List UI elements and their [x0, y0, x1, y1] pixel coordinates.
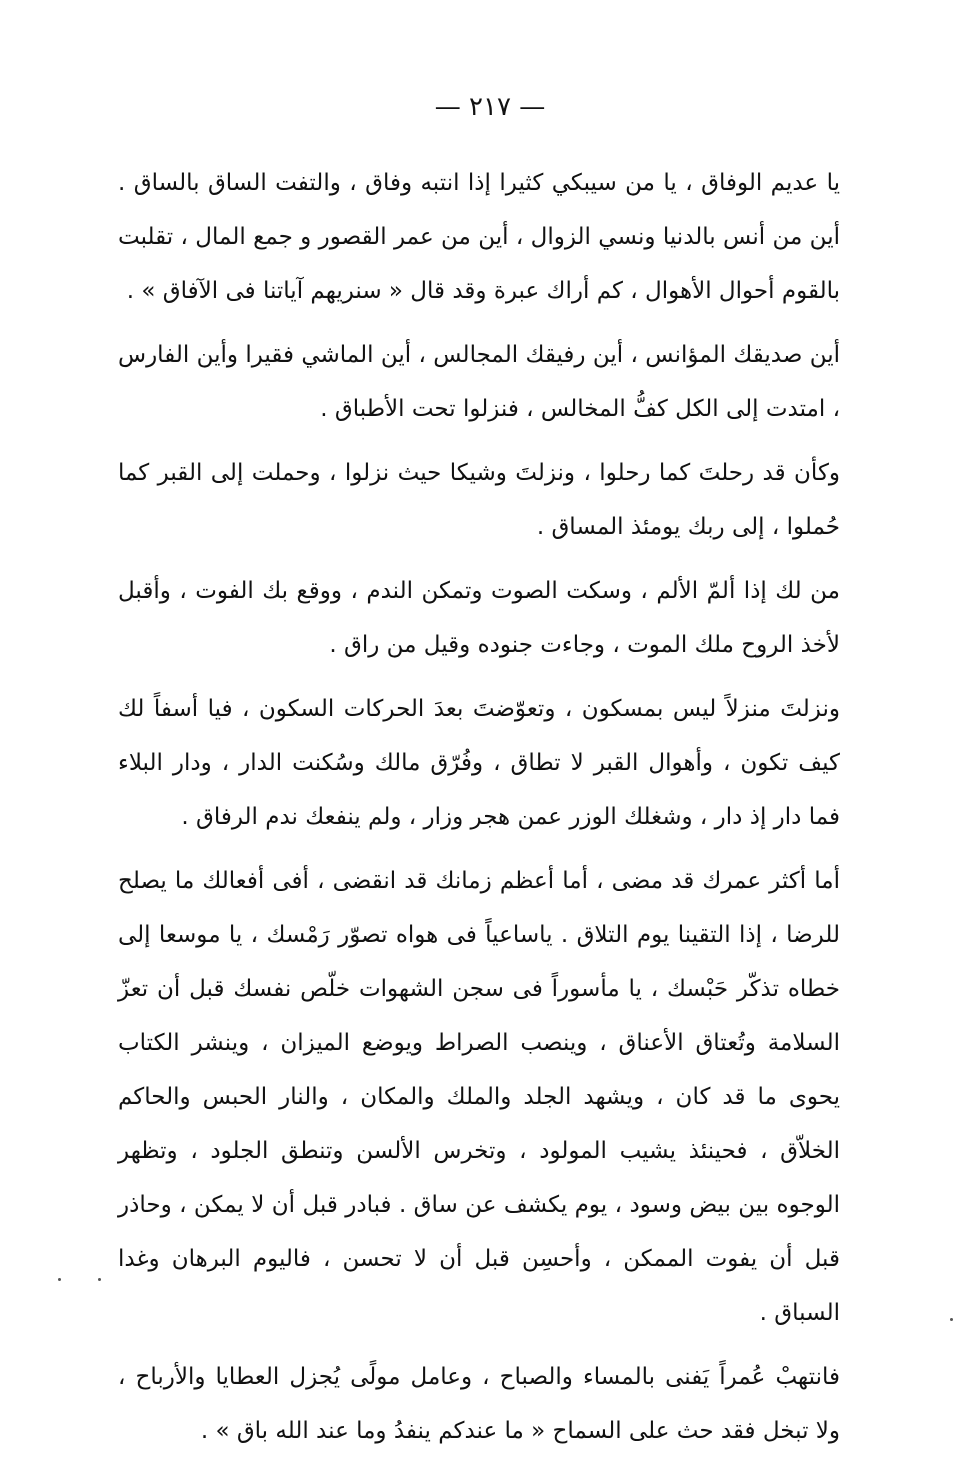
- paragraph-1: يا عديم الوفاق ، يا من سيبكي كثيرا إذا انتبه وفاق ، والتفت الساق بالساق . أين من أنس بالدنيا ونسي الزوال ، أين من عمر القصور و جمع المال ، تقلبت بالقوم أحوال الأهوال ، كم أراك عبرة وقد قال « سنريهم آياتنا فى الآفاق » .: [118, 170, 840, 304]
- scan-speck: [950, 1318, 953, 1321]
- paragraph-5: ونزلتَ منزلاً ليس بمسكون ، وتعوّضتَ بعدَ الحركات السكون ، فيا أسفاً لك كيف تكون ، وأهوال القبر لا تطاق ، وفُرّق مالك وسُكنت الدار ، ودار البلاء فما دار إذ دار ، وشغلك الوزر عمن هجر وزار ، ولم ينفعك ندم الرفاق .: [118, 696, 840, 830]
- paragraph-7: فانتهبْ عُمراً يَفنى بالمساء والصباح ، وعامل مولًى يُجزل العطايا والأرباح ، ولا تبخل فقد حث على السماح « ما عندكم ينفدُ وما عند الله باق » .: [118, 1364, 840, 1444]
- paragraph-6: أما أكثر عمرك قد مضى ، أما أعظم زمانك قد انقضى ، أفى أفعالك ما يصلح للرضا ، إذا التقينا يوم التلاق . ياساعياً فى هواه تصوّر رَمْسك ، يا موسعا إلى خطاه تذكّر حَبْسك ، يا مأسوراً فى سجن الشهوات خلّص نفسك قبل أن تعزّ السلامة وتُعتاق الأعناق ، وينصب الصراط ويوضع الميزان ، وينشر الكتاب يحوى ما قد كان ، ويشهد الجلد والملك والمكان ، والنار الحبس والحاكم الخلاّق ، فحينئذ يشيب المولود ، وتخرس الألسن وتنطق الجلود ، وتظهر الوجوه بين بيض وسود ، يوم يكشف عن ساق . فبادر قبل أن لا يمكن ، وحاذر قبل أن يفوت الممكن ، وأحسِن قبل أن لا تحسن ، فاليوم البرهان وغدا السباق .: [118, 868, 840, 1326]
- paragraph-4: من لك إذا ألمّ الألم ، وسكت الصوت وتمكن الندم ، ووقع بك الفوت ، وأقبل لأخذ الروح ملك الموت ، وجاءت جنوده وقيل من راق .: [118, 578, 840, 658]
- page-body: [118, 156, 840, 1468]
- scan-speck: [98, 1278, 101, 1281]
- paragraph-3: وكأن قد رحلتَ كما رحلوا ، ونزلتَ وشيكا حيث نزلوا ، وحملت إلى القبر كما حُملوا ، إلى ربك يومئذ المساق .: [118, 460, 840, 540]
- paragraph-2: أين صديقك المؤانس ، أين رفيقك المجالس ، أين الماشي فقيرا وأين الفارس ، امتدت إلى الكل كفُّ المخالس ، فنزلوا تحت الأطباق .: [118, 342, 840, 422]
- page-number: — ٢١٧ —: [434, 92, 546, 122]
- scan-speck: [58, 1278, 61, 1281]
